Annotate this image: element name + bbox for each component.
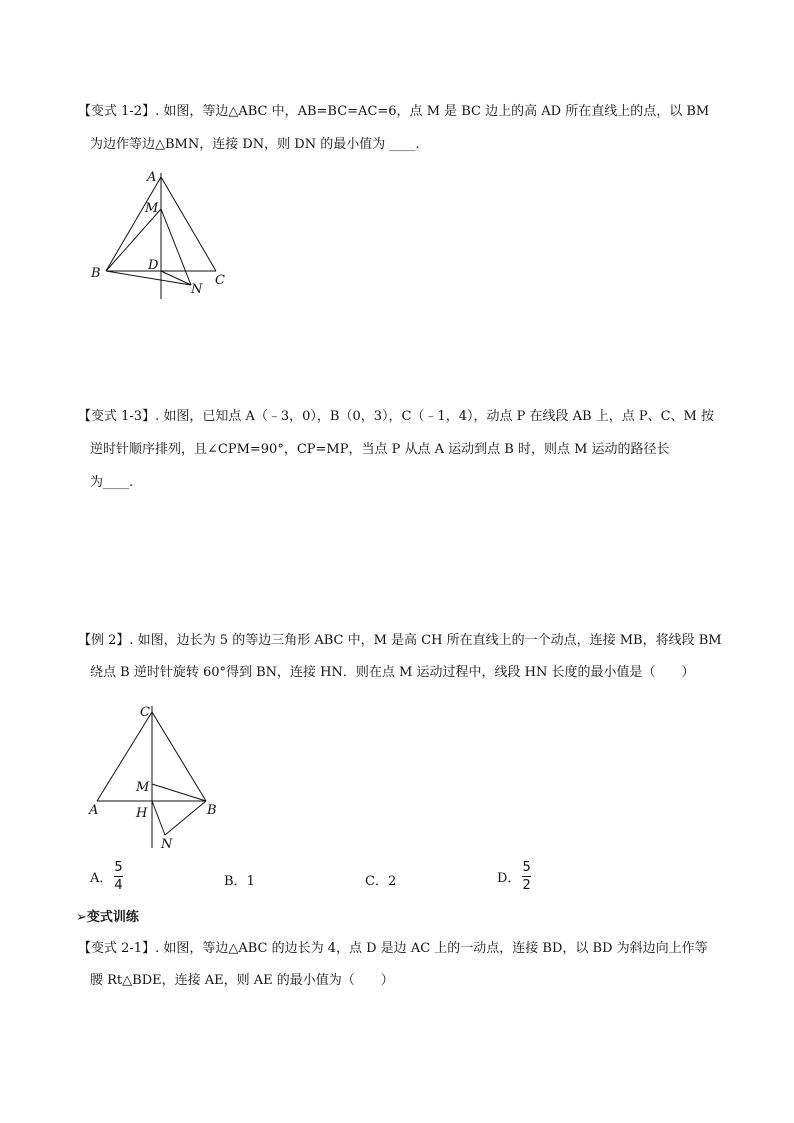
figure-equilateral-abc-bmn: [85, 165, 245, 300]
label-d: D: [148, 258, 159, 273]
option-c-label: C．: [365, 874, 388, 889]
option-b[interactable]: [224, 870, 255, 889]
option-a-label: A．: [90, 871, 113, 886]
option-d-denominator: 2: [522, 878, 531, 893]
example-2-line-1: 【例 2】. 如图，边长为 5 的等边三角形 ABC 中，M 是高 CH 所在直线上的一个动点，连接 MB，将线段 BM: [78, 633, 722, 648]
label-h: H: [136, 806, 148, 821]
option-a-fraction: [114, 860, 122, 893]
problem-1-3-line-1: 【变式 1-3】. 如图，已知点 A（﹣3，0），B（0，3），C（﹣1，4），动点 P 在线段 AB 上，点 P、C、M 按: [78, 409, 714, 424]
problem-1-3-line-2: 逆时针顺序排列，且∠CPM=90°，CP=MP，当点 P 从点 A 运动到点 B 时，则点 M 运动的路径长: [90, 442, 670, 457]
label-m: M: [145, 201, 159, 216]
label-n: N: [161, 837, 173, 852]
option-a-denominator: 4: [114, 878, 123, 893]
label-c: C: [140, 705, 150, 720]
label-a: A: [147, 170, 157, 185]
option-d-numerator: 5: [522, 860, 531, 875]
option-d-fraction: [522, 860, 530, 893]
option-b-value: 1: [246, 874, 255, 889]
problem-2-1-line-2: 腰 Rt△BDE，连接 AE，则 AE 的最小值为（ ）: [90, 973, 394, 988]
example-2-line-2: 绕点 B 逆时针旋转 60°得到 BN，连接 HN．则在点 M 运动过程中，线段 HN 长度的最小值是（ ）: [90, 665, 695, 680]
label-a: A: [89, 803, 99, 818]
label-m: M: [136, 780, 150, 795]
option-d-label: D．: [497, 871, 521, 886]
figure-equilateral-abc-mhn: [85, 700, 225, 855]
label-n: N: [191, 282, 203, 297]
label-c: C: [215, 273, 225, 288]
option-c-value: 2: [387, 874, 397, 889]
problem-1-3-line-3: 为____.: [90, 475, 134, 490]
label-b: B: [207, 803, 217, 818]
option-d[interactable]: [497, 860, 531, 893]
problem-1-2-line-2: 为边作等边△BMN，连接 DN，则 DN 的最小值为 ____.: [90, 137, 420, 152]
problem-2-1-line-1: 【变式 2-1】. 如图，等边△ABC 的边长为 4，点 D 是边 AC 上的一动点，连接 BD，以 BD 为斜边向上作等: [78, 941, 708, 956]
option-c[interactable]: [365, 870, 396, 889]
section-title: ➢变式训练: [76, 910, 139, 925]
label-b: B: [91, 266, 101, 281]
option-b-label: B．: [224, 874, 247, 889]
option-a[interactable]: [90, 860, 123, 893]
arrow-bullet-icon: ➢: [76, 910, 87, 925]
problem-1-2-line-1: 【变式 1-2】. 如图，等边△ABC 中，AB=BC=AC=6，点 M 是 BC 边上的高 AD 所在直线上的点，以 BM: [78, 104, 710, 119]
option-a-numerator: 5: [114, 860, 123, 875]
